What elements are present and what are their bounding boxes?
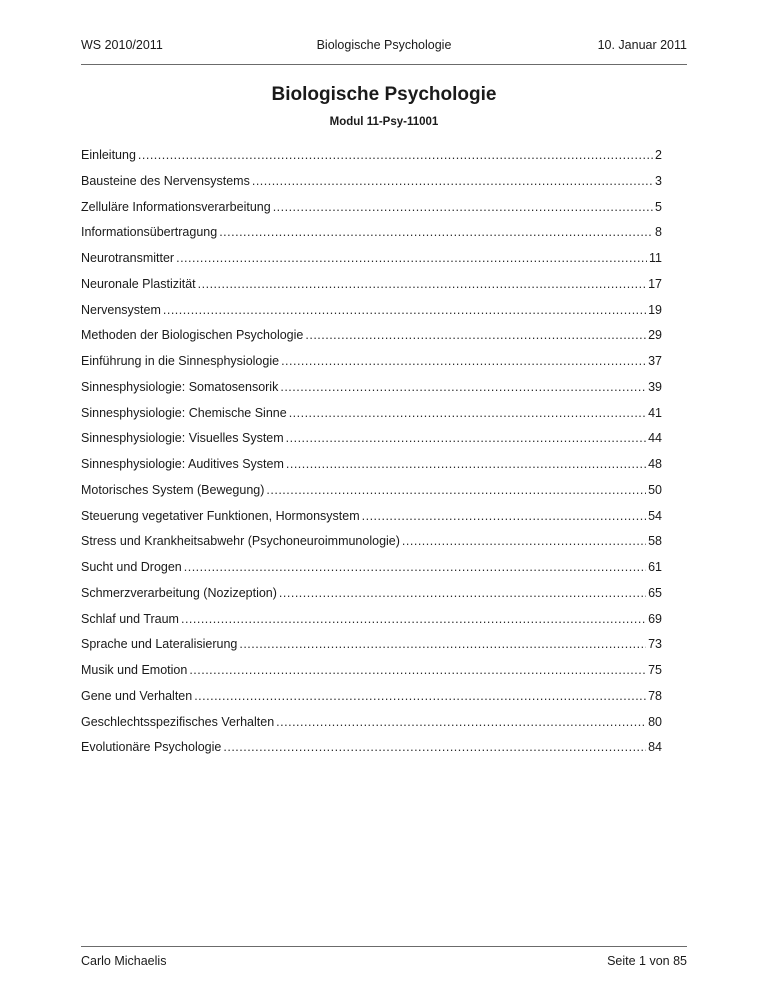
footer-page-number: Seite 1 von 85 <box>607 954 687 968</box>
toc-entry-page: 39 <box>648 379 662 394</box>
toc-entry[interactable] <box>81 637 662 663</box>
toc-leader-dots <box>362 509 646 523</box>
toc-entry-label: Sucht und Drogen <box>81 560 182 574</box>
header-semester: WS 2010/2011 <box>81 38 163 52</box>
toc-entry[interactable] <box>81 354 662 380</box>
toc-entry[interactable] <box>81 200 662 226</box>
toc-entry[interactable] <box>81 277 662 303</box>
toc-entry[interactable] <box>81 740 662 766</box>
toc-leader-dots <box>286 457 646 471</box>
toc-entry-page: 65 <box>648 585 662 600</box>
toc-leader-dots <box>194 689 646 703</box>
toc-leader-dots <box>276 715 646 729</box>
table-of-contents <box>81 148 662 766</box>
toc-leader-dots <box>184 560 646 574</box>
toc-entry-label: Einleitung <box>81 148 136 162</box>
toc-entry[interactable] <box>81 225 662 251</box>
toc-leader-dots <box>289 406 646 420</box>
toc-entry-label: Neurotransmitter <box>81 251 175 265</box>
toc-entry[interactable] <box>81 715 662 741</box>
toc-entry-page: 41 <box>648 405 662 420</box>
toc-leader-dots <box>181 612 646 626</box>
page-header <box>81 38 687 65</box>
toc-entry-label: Steuerung vegetativer Funktionen, Hormonsystem <box>81 508 360 523</box>
toc-entry-page: 37 <box>648 354 662 368</box>
toc-entry-page: 78 <box>648 688 662 703</box>
toc-entry-label: Gene und Verhalten <box>81 688 193 703</box>
document-subtitle: Modul 11-Psy-11001 <box>329 116 439 128</box>
toc-entry-label: Musik und Emotion <box>81 663 188 677</box>
toc-entry-page: 29 <box>648 328 662 343</box>
toc-entry[interactable] <box>81 380 662 406</box>
toc-entry[interactable] <box>81 663 662 689</box>
toc-entry[interactable] <box>81 560 662 586</box>
toc-entry[interactable] <box>81 457 662 483</box>
toc-entry-label: Informationsübertragung <box>81 225 218 240</box>
toc-leader-dots <box>266 483 646 497</box>
toc-entry-page: 19 <box>648 302 662 317</box>
toc-entry-label: Schmerzverarbeitung (Nozizeption) <box>81 585 277 600</box>
toc-entry[interactable] <box>81 612 662 638</box>
header-course-title: Biologische Psychologie <box>316 38 452 52</box>
toc-entry-label: Einführung in die Sinnesphysiologie <box>81 354 280 368</box>
toc-entry[interactable] <box>81 328 662 354</box>
toc-entry[interactable] <box>81 689 662 715</box>
toc-leader-dots <box>239 637 646 651</box>
document-title: Biologische Psychologie <box>271 84 497 105</box>
toc-entry-page: 84 <box>648 740 662 755</box>
toc-entry[interactable] <box>81 174 662 200</box>
toc-leader-dots <box>163 303 646 317</box>
toc-entry-label: Sprache und Lateralisierung <box>81 637 238 652</box>
toc-entry-page: 5 <box>655 199 662 214</box>
toc-entry-page: 48 <box>648 457 662 471</box>
toc-entry-label: Evolutionäre Psychologie <box>81 740 222 755</box>
toc-entry-page: 69 <box>648 611 662 626</box>
toc-leader-dots <box>281 354 646 368</box>
toc-entry-label: Schlaf und Traum <box>81 611 179 626</box>
toc-entry-label: Zelluläre Informationsverarbeitung <box>81 199 271 214</box>
toc-entry[interactable] <box>81 586 662 612</box>
toc-leader-dots <box>252 174 653 188</box>
toc-entry-page: 73 <box>648 637 662 652</box>
page-footer <box>81 946 687 971</box>
toc-leader-dots <box>279 586 646 600</box>
toc-entry-label: Sinnesphysiologie: Somatosensorik <box>81 379 279 394</box>
toc-entry-page: 54 <box>648 508 662 523</box>
toc-entry-label: Stress und Krankheitsabwehr (Psychoneuroimmunologie) <box>81 534 400 549</box>
toc-entry-label: Nervensystem <box>81 302 161 317</box>
toc-entry-page: 50 <box>648 482 662 497</box>
toc-entry[interactable] <box>81 431 662 457</box>
toc-entry-label: Geschlechtsspezifisches Verhalten <box>81 714 275 729</box>
toc-leader-dots <box>138 148 653 162</box>
toc-entry-page: 80 <box>648 714 662 729</box>
toc-leader-dots <box>280 380 646 394</box>
toc-leader-dots <box>176 251 647 265</box>
toc-entry[interactable] <box>81 148 662 174</box>
toc-entry-label: Sinnesphysiologie: Chemische Sinne <box>81 405 287 420</box>
toc-entry-page: 44 <box>648 431 662 446</box>
toc-leader-dots <box>198 277 646 291</box>
toc-entry-label: Bausteine des Nervensystems <box>81 173 250 188</box>
toc-entry-page: 17 <box>648 276 662 291</box>
toc-entry[interactable] <box>81 509 662 535</box>
toc-entry-page: 61 <box>648 560 662 574</box>
toc-entry[interactable] <box>81 251 662 277</box>
toc-leader-dots <box>286 431 646 445</box>
toc-entry[interactable] <box>81 406 662 432</box>
toc-leader-dots <box>273 200 653 214</box>
toc-entry[interactable] <box>81 303 662 329</box>
toc-leader-dots <box>402 534 646 548</box>
toc-leader-dots <box>223 740 646 754</box>
toc-leader-dots <box>305 328 646 342</box>
toc-entry-label: Motorisches System (Bewegung) <box>81 482 265 497</box>
toc-entry-page: 8 <box>655 225 662 240</box>
toc-entry[interactable] <box>81 483 662 509</box>
toc-entry-page: 58 <box>648 534 662 549</box>
header-date: 10. Januar 2011 <box>597 38 687 52</box>
toc-entry-label: Sinnesphysiologie: Auditives System <box>81 457 284 471</box>
toc-leader-dots <box>189 663 646 677</box>
footer-author: Carlo Michaelis <box>81 954 167 968</box>
toc-entry-label: Neuronale Plastizität <box>81 276 196 291</box>
toc-entry-label: Sinnesphysiologie: Visuelles System <box>81 431 284 446</box>
toc-entry-page: 3 <box>655 173 662 188</box>
toc-entry[interactable] <box>81 534 662 560</box>
toc-leader-dots <box>219 225 653 239</box>
toc-entry-label: Methoden der Biologischen Psychologie <box>81 328 304 343</box>
toc-entry-page: 2 <box>655 148 662 162</box>
toc-entry-page: 75 <box>648 663 662 677</box>
toc-entry-page: 11 <box>649 251 662 265</box>
